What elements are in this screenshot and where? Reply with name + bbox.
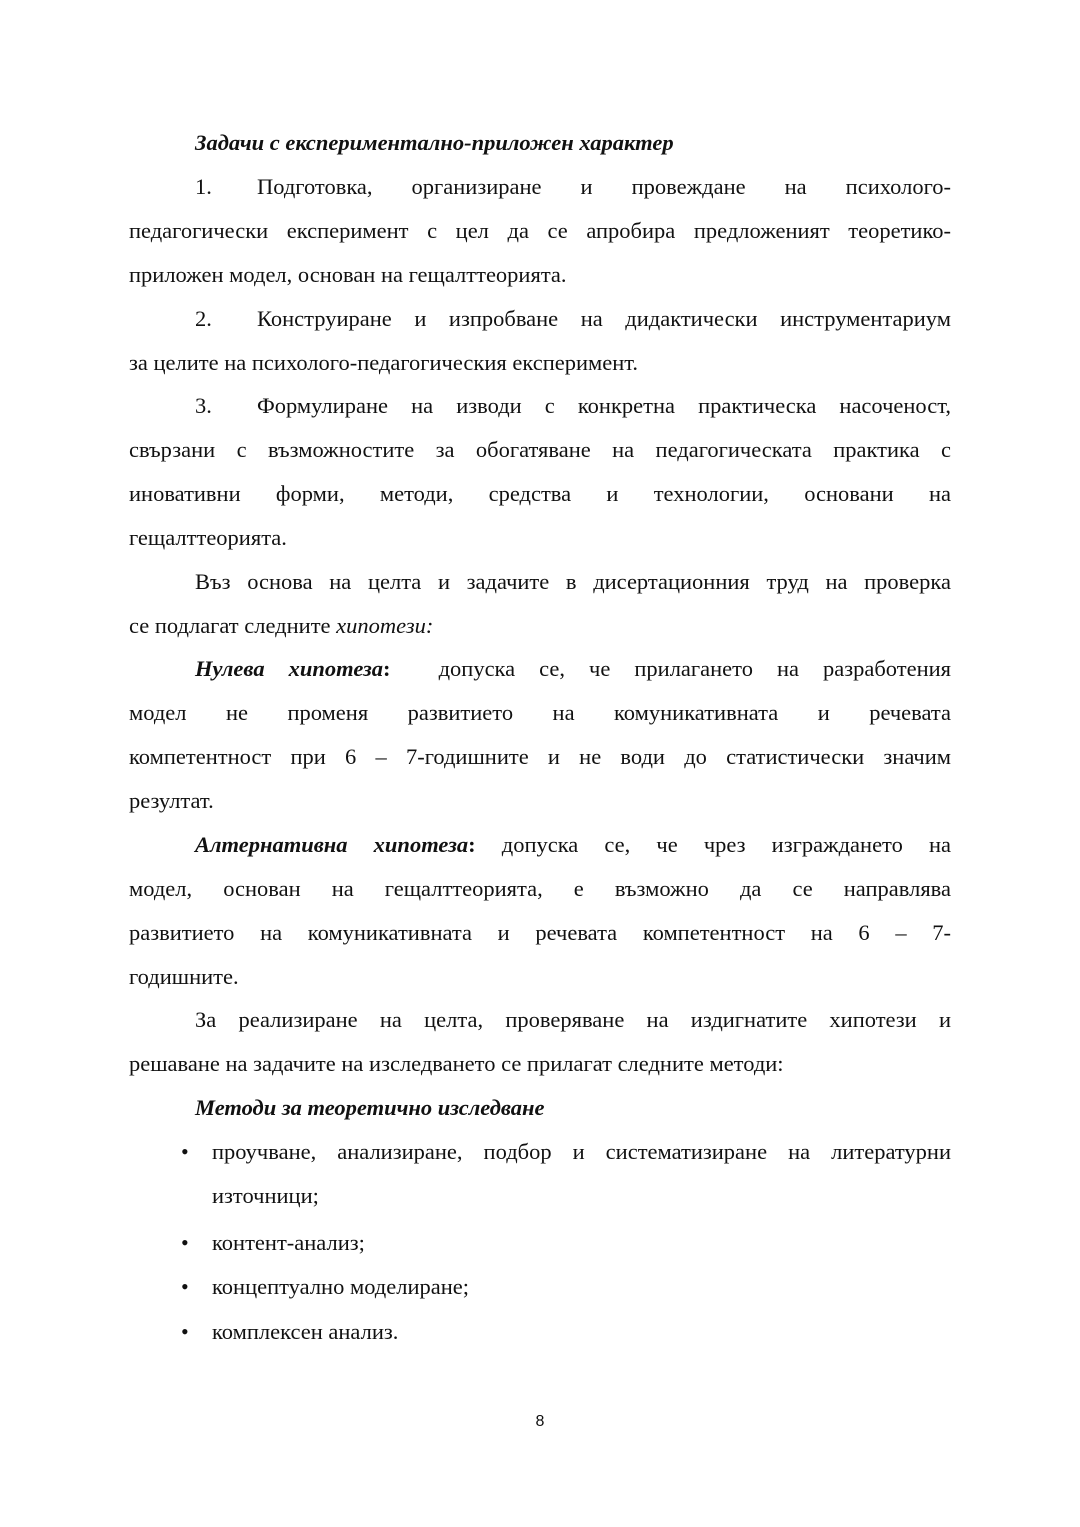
task-3-line-4: гещалттеорията. (129, 525, 287, 550)
alt-hypothesis-term: Алтернативна хипотеза (195, 832, 469, 857)
null-hypothesis-term: Нулева хипотеза (195, 656, 384, 681)
method-item-1-line-1: проучване, анализиране, подбор и систематизиране на литературни (212, 1139, 951, 1164)
methods-intro-line-1: За реализиране на целта, проверяване на издигнатите хипотези и (195, 1007, 951, 1032)
bullet-icon: • (181, 1230, 189, 1255)
method-item-2-text: контент-анализ; (212, 1230, 365, 1255)
method-item-2 (181, 1221, 951, 1265)
task-3-number: 3. (195, 393, 212, 418)
null-hypothesis-line-3: компетентност при 6 – 7-годишните и не води до статистически значим (129, 744, 951, 769)
method-item-3 (181, 1265, 951, 1309)
hypotheses-intro-line-2: се подлагат следните хипотези: (129, 613, 434, 638)
alt-hypothesis-line-3: развитието на комуникативната и речевата компетентност на 6 – 7- (129, 920, 951, 945)
task-2 (129, 297, 951, 385)
task-1-line-3: приложен модел, основан на гещалттеорията. (129, 262, 567, 287)
alt-hypothesis-line-1: Алтернативна хипотеза: допуска се, че чрез изграждането на (195, 832, 951, 857)
task-1-line-1: 1. Подготовка, организиране и провеждане на психолого- (129, 165, 951, 209)
null-hypothesis-line-1: Нулева хипотеза: допуска се, че прилагането на разработения (195, 656, 952, 681)
task-2-number: 2. (195, 306, 212, 331)
hypotheses-term: хипотези: (336, 613, 434, 638)
task-1 (129, 165, 951, 297)
methods-intro (129, 998, 951, 1086)
alt-hypothesis-line-4: годишните. (129, 964, 239, 989)
bullet-icon: • (181, 1274, 189, 1299)
null-hypothesis (129, 647, 951, 823)
alternative-hypothesis (129, 823, 951, 999)
task-3-line-2: свързани с възможностите за обогатяване на педагогическата практика с (129, 437, 951, 462)
methods-intro-line-2: решаване на задачите на изследването се прилагат следните методи: (129, 1051, 784, 1076)
hypotheses-intro-line-1: Въз основа на целта и задачите в дисертационния труд на проверка (195, 569, 951, 594)
null-hypothesis-line-4: резултат. (129, 788, 214, 813)
method-item-3-text: концептуално моделиране; (212, 1274, 470, 1299)
task-1-line-2: педагогически експеримент с цел да се апробира предложеният теоретико- (129, 218, 951, 243)
task-1-number: 1. (195, 174, 212, 199)
task-2-line-1: 2. Конструиране и изпробване на дидактически инструментариум (129, 297, 951, 341)
alt-hypothesis-line-2: модел, основан на гещалттеорията, е възможно да се направлява (129, 876, 951, 901)
method-item-4-text: комплексен анализ. (212, 1319, 399, 1344)
page-number: 8 (535, 1413, 545, 1430)
task-2-line-2: за целите на психолого-педагогическия експеримент. (129, 350, 639, 375)
heading-theoretical-methods: Методи за теоретично изследване (195, 1095, 545, 1120)
method-item-4 (181, 1310, 951, 1354)
task-3 (129, 384, 951, 560)
bullet-icon: • (181, 1319, 189, 1344)
bullet-icon: • (181, 1139, 189, 1164)
null-hypothesis-line-2: модел не променя развитието на комуникативната и речевата (129, 700, 951, 725)
method-item-1-line-2: източници; (212, 1183, 319, 1208)
hypotheses-intro (129, 560, 951, 648)
task-3-line-3: иновативни форми, методи, средства и технологии, основани на (129, 481, 951, 506)
task-3-line-1: 3. Формулиране на изводи с конкретна практическа насоченост, (129, 384, 951, 428)
heading-experimental-tasks: Задачи с експериментално-приложен характер (195, 130, 674, 155)
method-item-1 (181, 1130, 951, 1218)
